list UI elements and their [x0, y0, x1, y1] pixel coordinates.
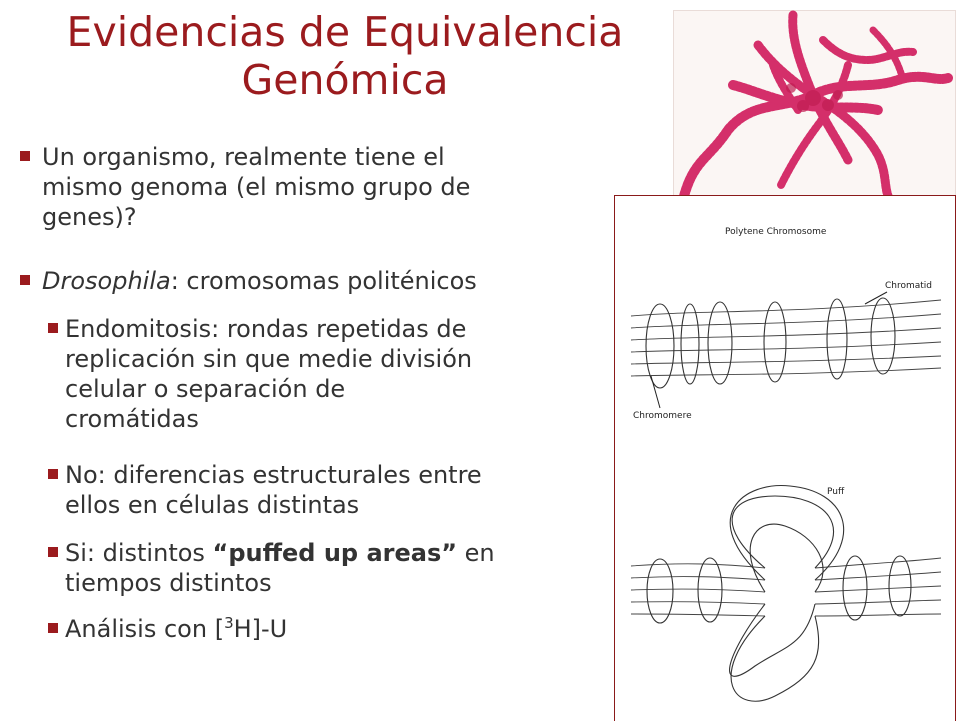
bullet-text — [42, 266, 477, 296]
bullet-line: Endomitosis: rondas repetidas de — [65, 315, 467, 343]
bullet-line: Un organismo, realmente tiene el — [42, 143, 445, 171]
bullet-post-text: en — [457, 539, 495, 567]
bullet-line: tiempos distintos — [65, 569, 272, 597]
bullet-square-icon — [48, 623, 58, 633]
diagram-title-label: Polytene Chromosome — [725, 227, 827, 237]
bullet-text — [65, 460, 482, 520]
puff-label: Puff — [827, 487, 845, 497]
bullet-square-icon — [20, 151, 30, 161]
bullet-line: celular o separación de — [65, 375, 346, 403]
chromosome-photo — [673, 10, 956, 206]
bullet-line: cromátidas — [65, 405, 199, 433]
polytene-diagram-drawing — [615, 196, 955, 721]
slide-title — [0, 8, 690, 104]
polytene-diagram — [614, 195, 956, 721]
bullet-pre-text: Análisis con [ — [65, 615, 225, 643]
chromatid-label: Chromatid — [885, 281, 933, 291]
bullet-text — [65, 314, 472, 434]
bullet-post-text: H]-U — [233, 615, 288, 643]
bullet-line: genes)? — [42, 203, 137, 231]
species-name: Drosophila — [42, 267, 171, 295]
bullet-text — [65, 538, 495, 598]
bullet-line — [42, 266, 477, 296]
chromomere-label: Chromomere — [633, 411, 692, 421]
superscript: 3 — [224, 614, 234, 632]
bullet-square-icon — [48, 323, 58, 333]
bullet-line: mismo genoma (el mismo grupo de — [42, 173, 471, 201]
slide-title-line-1: Evidencias de Equivalencia — [66, 8, 624, 56]
bullet-pre-text: Si: distintos — [65, 539, 213, 567]
bullet-line — [65, 614, 287, 644]
bullet-line — [65, 538, 495, 568]
bullet-square-icon — [48, 469, 58, 479]
chromosome-photo-drawing — [673, 10, 956, 206]
bullet-rest-text: : cromosomas politénicos — [170, 267, 477, 295]
bullet-square-icon — [48, 547, 58, 557]
bullet-bold-text: “puffed up areas” — [212, 539, 458, 567]
bullet-square-icon — [20, 275, 30, 285]
bullet-text — [65, 614, 287, 644]
bullet-line: ellos en células distintas — [65, 491, 360, 519]
bullet-line: No: diferencias estructurales entre — [65, 461, 482, 489]
slide-title-line-2: Genómica — [241, 56, 449, 104]
bullet-line: replicación sin que medie división — [65, 345, 473, 373]
bullet-text — [42, 142, 470, 232]
